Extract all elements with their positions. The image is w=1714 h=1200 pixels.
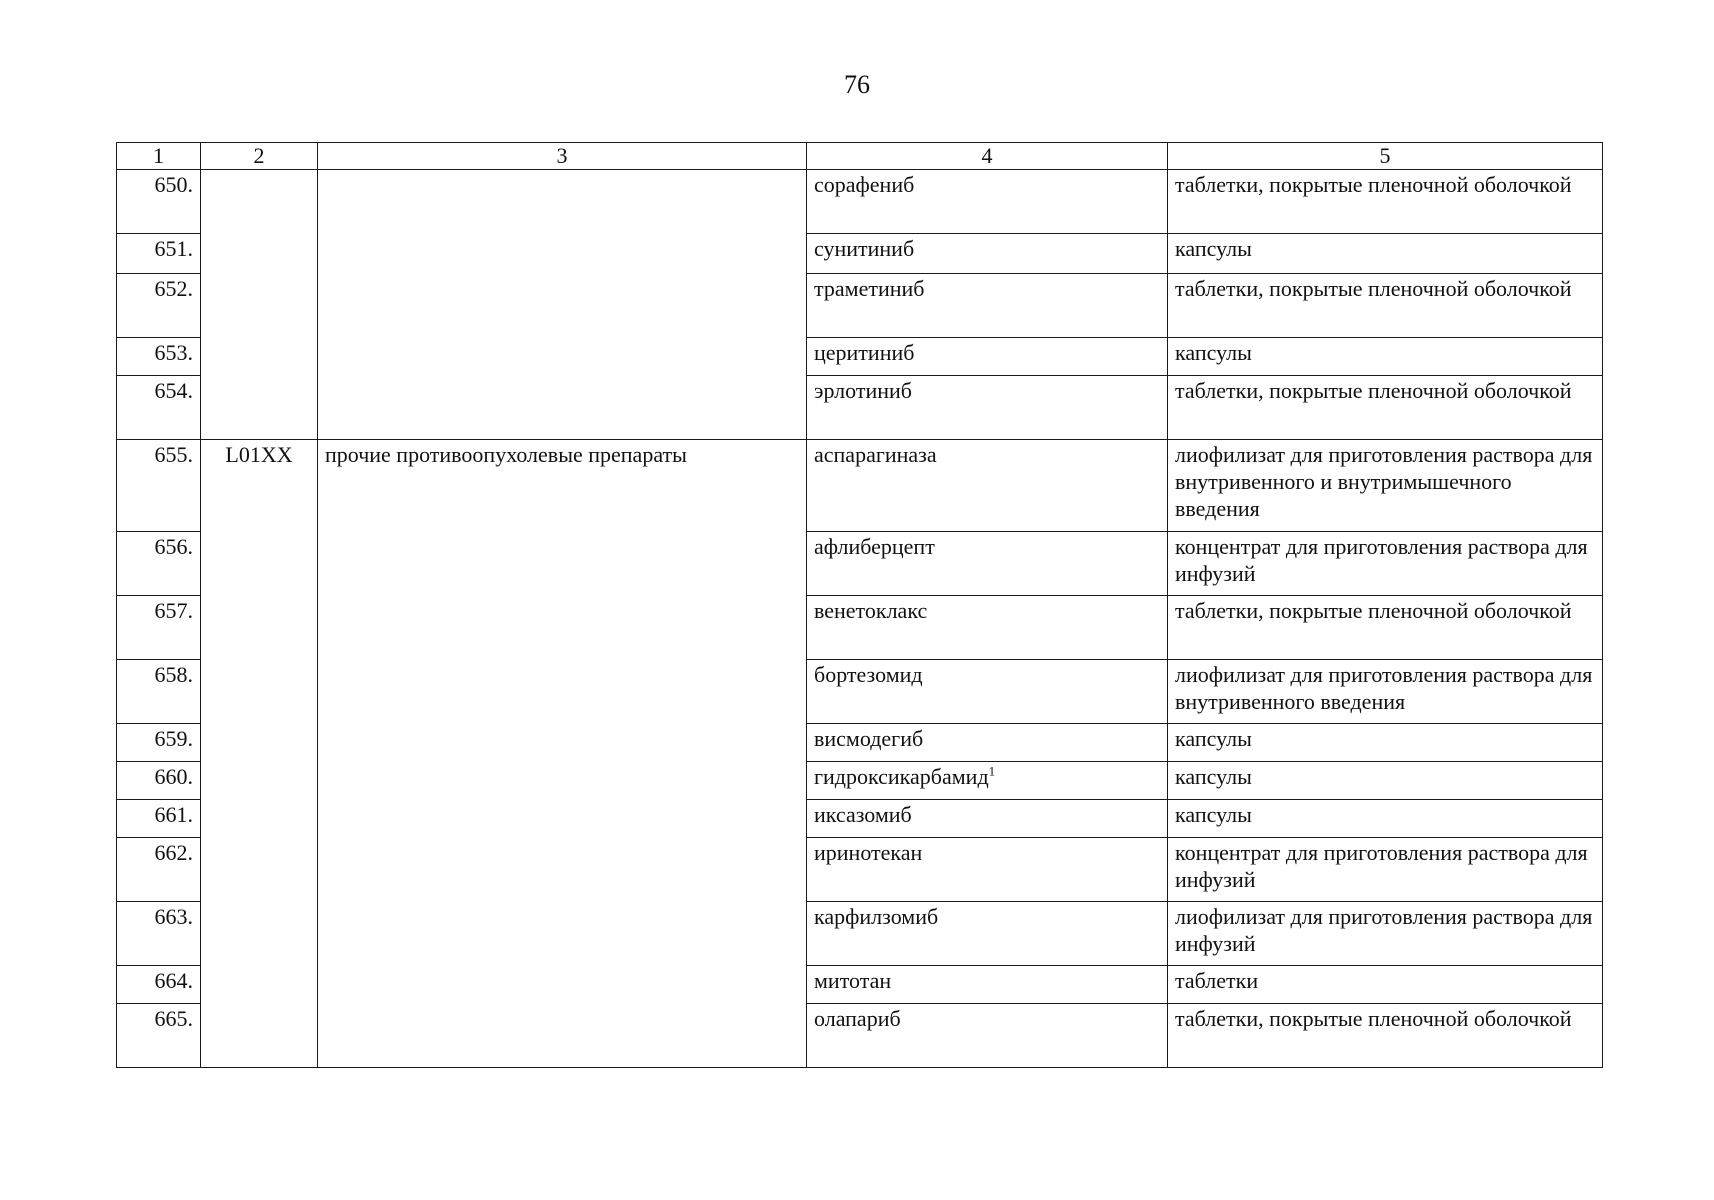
row-number: 662. bbox=[117, 838, 201, 902]
row-number: 651. bbox=[117, 234, 201, 274]
column-header-5: 5 bbox=[1168, 143, 1603, 170]
drug-name-cell bbox=[807, 966, 1168, 1004]
drug-name: карфилзомиб bbox=[814, 904, 939, 929]
drug-name-cell bbox=[807, 660, 1168, 724]
dosage-form: капсулы bbox=[1168, 234, 1603, 274]
dosage-form: концентрат для приготовления раствора для инфузий bbox=[1168, 532, 1603, 596]
dosage-form: капсулы bbox=[1168, 762, 1603, 800]
row-number: 652. bbox=[117, 274, 201, 338]
column-header-4: 4 bbox=[807, 143, 1168, 170]
drug-name-cell bbox=[807, 596, 1168, 660]
drug-name: иксазомиб bbox=[814, 802, 912, 827]
dosage-form: лиофилизат для приготовления раствора для инфузий bbox=[1168, 902, 1603, 966]
drug-name-cell bbox=[807, 838, 1168, 902]
table-body bbox=[117, 170, 1603, 1068]
drug-name-cell bbox=[807, 532, 1168, 596]
medication-table bbox=[116, 142, 1603, 1068]
row-number: 663. bbox=[117, 902, 201, 966]
pharmacological-group: прочие противоопухолевые препараты bbox=[318, 440, 807, 1068]
page-number: 76 bbox=[844, 70, 870, 99]
drug-name-cell bbox=[807, 1004, 1168, 1068]
row-number: 656. bbox=[117, 532, 201, 596]
footnote-marker: 1 bbox=[988, 763, 996, 779]
dosage-form: капсулы bbox=[1168, 338, 1603, 376]
drug-name-cell bbox=[807, 274, 1168, 338]
dosage-form: таблетки, покрытые пленочной оболочкой bbox=[1168, 376, 1603, 440]
drug-name-cell bbox=[807, 762, 1168, 800]
drug-name-cell bbox=[807, 724, 1168, 762]
drug-name: сорафениб bbox=[814, 172, 915, 197]
drug-name-cell bbox=[807, 170, 1168, 234]
drug-name-cell bbox=[807, 376, 1168, 440]
header-row bbox=[117, 143, 1603, 170]
drug-name: митотан bbox=[814, 968, 892, 993]
pharmacological-group bbox=[318, 170, 807, 440]
drug-name-cell bbox=[807, 234, 1168, 274]
dosage-form: таблетки, покрытые пленочной оболочкой bbox=[1168, 274, 1603, 338]
row-number: 665. bbox=[117, 1004, 201, 1068]
drug-name: эрлотиниб bbox=[814, 378, 912, 403]
dosage-form: таблетки, покрытые пленочной оболочкой bbox=[1168, 1004, 1603, 1068]
row-number: 654. bbox=[117, 376, 201, 440]
table-row bbox=[117, 440, 1603, 532]
table-header bbox=[117, 143, 1603, 170]
row-number: 657. bbox=[117, 596, 201, 660]
row-number: 664. bbox=[117, 966, 201, 1004]
atc-code: L01XX bbox=[201, 440, 318, 1068]
dosage-form: концентрат для приготовления раствора для инфузий bbox=[1168, 838, 1603, 902]
dosage-form: таблетки bbox=[1168, 966, 1603, 1004]
drug-name: бортезомид bbox=[814, 662, 923, 687]
drug-name: олапариб bbox=[814, 1006, 901, 1031]
drug-name: висмодегиб bbox=[814, 726, 924, 751]
column-header-3: 3 bbox=[318, 143, 807, 170]
dosage-form: таблетки, покрытые пленочной оболочкой bbox=[1168, 596, 1603, 660]
row-number: 661. bbox=[117, 800, 201, 838]
dosage-form: капсулы bbox=[1168, 724, 1603, 762]
column-header-1: 1 bbox=[117, 143, 201, 170]
column-header-2: 2 bbox=[201, 143, 318, 170]
table-row bbox=[117, 170, 1603, 234]
drug-name: церитиниб bbox=[814, 340, 915, 365]
row-number: 659. bbox=[117, 724, 201, 762]
drug-name: афлиберцепт bbox=[814, 534, 935, 559]
row-number: 658. bbox=[117, 660, 201, 724]
dosage-form: таблетки, покрытые пленочной оболочкой bbox=[1168, 170, 1603, 234]
dosage-form: лиофилизат для приготовления раствора для внутривенного введения bbox=[1168, 660, 1603, 724]
drug-name: сунитиниб bbox=[814, 236, 915, 261]
row-number: 660. bbox=[117, 762, 201, 800]
drug-name: гидроксикарбамид bbox=[814, 764, 989, 789]
drug-name-cell bbox=[807, 902, 1168, 966]
drug-name-cell bbox=[807, 440, 1168, 532]
drug-name-cell bbox=[807, 800, 1168, 838]
dosage-form: капсулы bbox=[1168, 800, 1603, 838]
drug-name: траметиниб bbox=[814, 276, 925, 301]
drug-name: венетоклакс bbox=[814, 598, 928, 623]
atc-code bbox=[201, 170, 318, 440]
drug-name: аспарагиназа bbox=[814, 442, 937, 467]
dosage-form: лиофилизат для приготовления раствора для внутривенного и внутримышечного введения bbox=[1168, 440, 1603, 532]
row-number: 650. bbox=[117, 170, 201, 234]
row-number: 655. bbox=[117, 440, 201, 532]
drug-name-cell bbox=[807, 338, 1168, 376]
row-number: 653. bbox=[117, 338, 201, 376]
drug-name: иринотекан bbox=[814, 840, 923, 865]
